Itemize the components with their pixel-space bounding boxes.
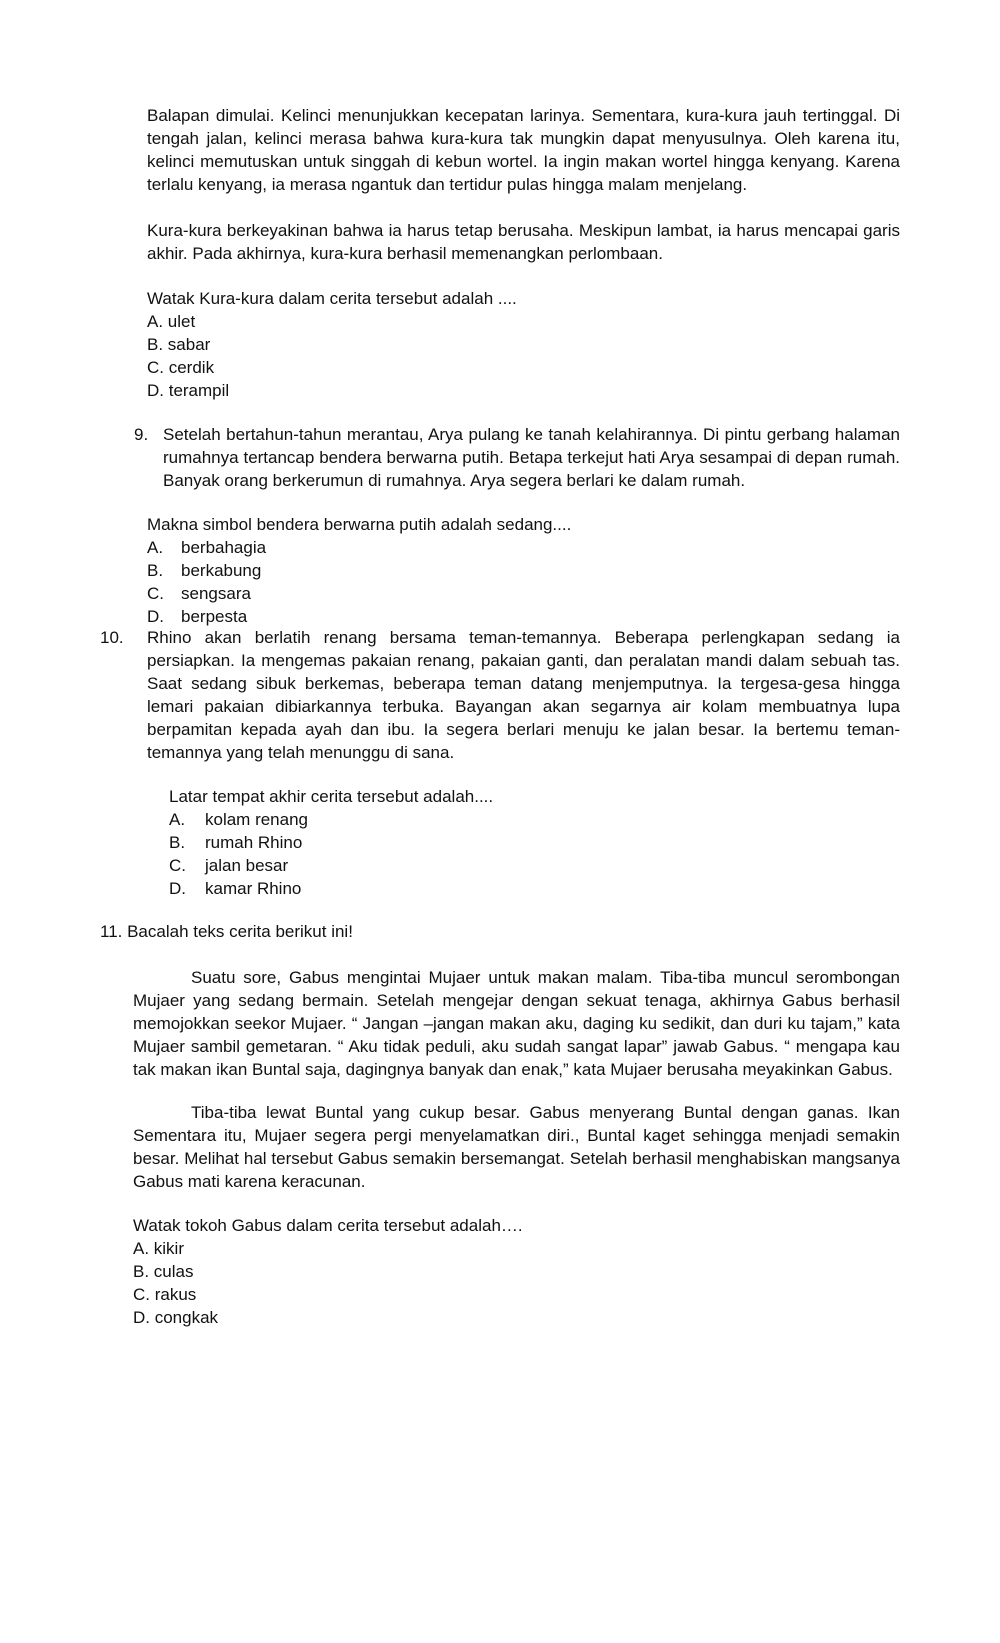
q11-option-b[interactable]: B. culas (133, 1262, 194, 1281)
q11-story-paragraph-2: Tiba-tiba lewat Buntal yang cukup besar. Gabus menyerang Buntal dengan ganas. Ikan Sementara itu, Mujaer segera pergi menyelamatkan diri., Buntal kaget sehingga menjadi semakin besar. Melihat hal tersebut Gabus semakin bersemangat. Setelah berhasil menghabiskan mangsanya Gabus mati karena keracunan. (133, 1103, 900, 1191)
q10-option-a-letter: A. (169, 810, 186, 829)
q11-heading: 11. Bacalah teks cerita berikut ini! (100, 922, 353, 941)
q9-option-a[interactable] (147, 536, 900, 559)
q9-option-c-letter: C. (147, 584, 164, 603)
q8-option-d[interactable]: D. terampil (147, 381, 230, 400)
q9-question-block (147, 513, 900, 628)
q10-option-b[interactable] (169, 831, 900, 854)
q8-option-a[interactable]: A. ulet (147, 312, 196, 331)
q11-option-c[interactable]: C. rakus (133, 1285, 197, 1304)
q8-option-c[interactable]: C. cerdik (147, 358, 215, 377)
q10-option-d-letter: D. (169, 879, 186, 898)
q10-option-d-text: kamar Rhino (205, 879, 302, 898)
q10-story-paragraph: Rhino akan berlatih renang bersama teman-temannya. Beberapa perlengkapan sedang ia persiapkan. Ia mengemas pakaian renang, pakaian ganti, dan peralatan mandi dalam sebuah tas. Saat sedang sibuk berkemas, beberapa teman datang menjemputnya. Ia tergesa-gesa hingga lemari pakaian dibiarkannya terbuka. Bayangan akan segarnya air kolam membuatnya lupa berpamitan kepada ayah dan ibu. Ia segera berlari menuju ke jalan besar. Ia bertemu teman-temannya yang telah menunggu di sana. (147, 628, 900, 762)
q8-story-paragraph-2: Kura-kura berkeyakinan bahwa ia harus tetap berusaha. Meskipun lambat, ia harus mencapai garis akhir. Pada akhirnya, kura-kura berhasil memenangkan perlombaan. (147, 221, 900, 263)
q8-story-paragraph-1: Balapan dimulai. Kelinci menunjukkan kecepatan larinya. Sementara, kura-kura jauh tertinggal. Di tengah jalan, kelinci merasa bahwa kura-kura tak mungkin dapat menyusulnya. Oleh karena itu, kelinci memutuskan untuk singgah di kebun wortel. Ia ingin makan wortel hingga kenyang. Karena terlalu kenyang, ia merasa ngantuk dan tertidur pulas hingga malam menjelang. (147, 106, 900, 194)
q10-option-a-text: kolam renang (205, 810, 309, 829)
q8-question-block (147, 287, 900, 402)
q9-option-c-text: sengsara (181, 584, 251, 603)
q9-option-b-letter: B. (147, 561, 164, 580)
q8-option-b[interactable]: B. sabar (147, 335, 211, 354)
q10-option-c[interactable] (169, 854, 900, 877)
q10-option-b-text: rumah Rhino (205, 833, 303, 852)
q11-option-a[interactable]: A. kikir (133, 1239, 184, 1258)
q10-option-a[interactable] (169, 808, 900, 831)
q9-option-d[interactable] (147, 605, 900, 628)
q9-option-b-text: berkabung (181, 561, 262, 580)
q9-question: Makna simbol bendera berwarna putih adalah sedang.... (147, 515, 572, 534)
q9-option-d-text: berpesta (181, 607, 248, 626)
q9-option-a-text: berbahagia (181, 538, 267, 557)
q10-option-c-text: jalan besar (205, 856, 289, 875)
q10-option-b-letter: B. (169, 833, 186, 852)
q9-number: 9. (134, 425, 149, 444)
q9-story-paragraph: Setelah bertahun-tahun merantau, Arya pulang ke tanah kelahirannya. Di pintu gerbang halaman rumahnya tertancap bendera berwarna putih. Betapa terkejut hati Arya sesampai di depan rumah. Banyak orang berkerumun di rumahnya. Arya segera berlari ke dalam rumah. (163, 425, 900, 490)
q11-question: Watak tokoh Gabus dalam cerita tersebut adalah…. (133, 1216, 523, 1235)
q10-number: 10. (100, 628, 124, 647)
q10-question-block (169, 785, 900, 900)
q11-story-paragraph-1: Suatu sore, Gabus mengintai Mujaer untuk makan malam. Tiba-tiba muncul serombongan Mujaer yang sedang bermain. Setelah mengejar dengan sekuat tenaga, akhirnya Gabus berhasil memojokkan seekor Mujaer. “ Jangan –jangan makan aku, daging ku sedikit, dan duri ku tajam,” kata Mujaer sambil gemetaran. “ Aku tidak peduli, aku sudah sangat lapar” jawab Gabus. “ mengapa kau tak makan ikan Buntal saja, dagingnya banyak dan enak,” kata Mujaer berusaha meyakinkan Gabus. (133, 968, 900, 1079)
q11-question-block (133, 1214, 900, 1329)
q9-option-a-letter: A. (147, 538, 164, 557)
q10-question: Latar tempat akhir cerita tersebut adalah.... (169, 787, 494, 806)
q9-option-b[interactable] (147, 559, 900, 582)
q10-option-c-letter: C. (169, 856, 186, 875)
q10-option-d[interactable] (169, 877, 900, 900)
q11-option-d[interactable]: D. congkak (133, 1308, 219, 1327)
q8-question: Watak Kura-kura dalam cerita tersebut adalah .... (147, 289, 517, 308)
q9-option-c[interactable] (147, 582, 900, 605)
q9-option-d-letter: D. (147, 607, 164, 626)
